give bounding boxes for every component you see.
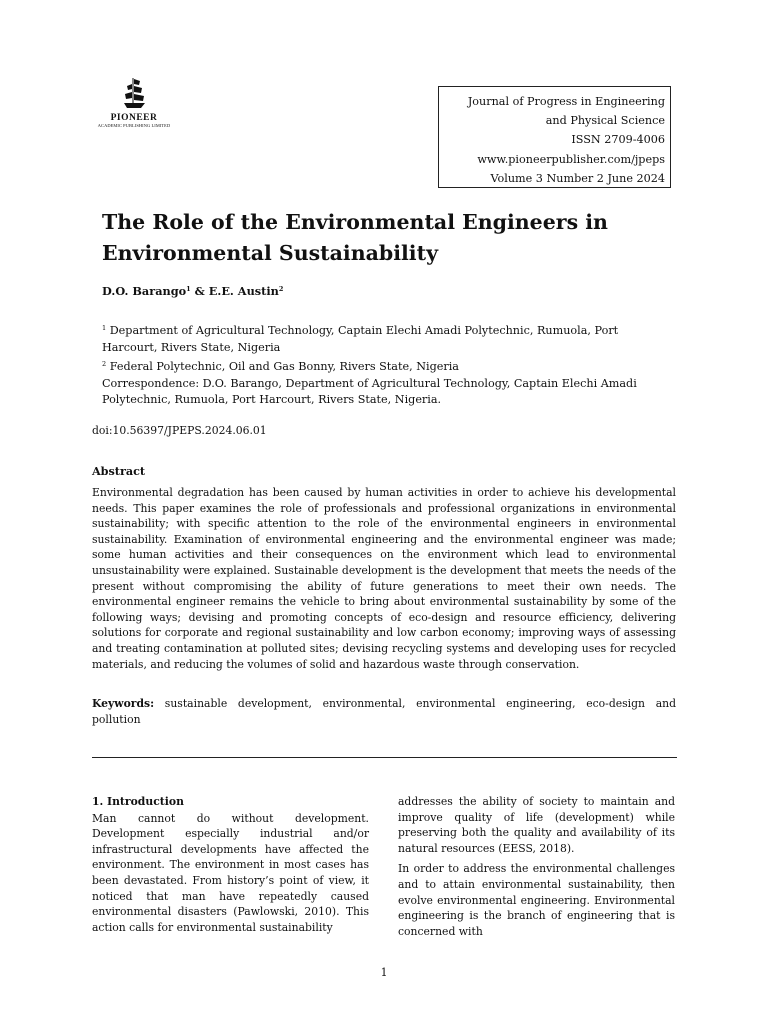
keywords-label: Keywords:: [92, 697, 155, 710]
journal-url: www.pioneerpublisher.com/jpeps: [477, 152, 665, 166]
publisher-name: PIONEER: [110, 113, 158, 123]
doi: doi:10.56397/JPEPS.2024.06.01: [92, 424, 267, 437]
abstract-heading: Abstract: [92, 464, 146, 478]
page-number: 1: [380, 966, 388, 979]
affiliation-2: [102, 356, 650, 376]
publisher-tagline: ACADEMIC PUBLISHING LIMITED: [97, 123, 171, 128]
journal-name-line-1: Journal of Progress in Engineering: [467, 95, 665, 108]
affiliation-2-text: Federal Polytechnic, Oil and Gas Bonny, Rivers State, Nigeria: [106, 360, 459, 374]
author-2-affiliation-mark: 2: [278, 285, 284, 293]
keywords-text: sustainable development, environmental, environmental engineering, eco-design and pollution: [92, 697, 676, 726]
body-paragraph: Man cannot do without development. Development especially industrial and/or infrastructural developments have affected the environment. The environment in most cases has been devastated. From history’s point of view, it noticed that man have repeatedly caused environmental disasters (Pawlowski, 2010). This action calls for environmental sustainability: [92, 811, 369, 934]
section-heading-introduction: 1. Introduction: [92, 795, 184, 808]
affiliation-1: [102, 320, 650, 356]
correspondence: Correspondence: D.O. Barango, Department of Agricultural Technology, Captain Elechi Amadi Polytechnic, Rumuola, Port Harcourt, Rivers State, Nigeria.: [102, 376, 637, 407]
journal-issn: ISSN 2709-4006: [571, 133, 665, 147]
author-separator: &: [190, 284, 209, 298]
author-list: [102, 284, 283, 298]
publisher-logo: [88, 76, 180, 142]
body-column-left: [92, 794, 369, 940]
paper-title: The Role of the Environmental Engineers in Environmental Sustainability: [102, 210, 608, 265]
affiliation-1-text: Department of Agricultural Technology, Captain Elechi Amadi Polytechnic, Rumuola, Port Harcourt, Rivers State, Nigeria: [102, 324, 619, 354]
affiliations: [102, 320, 650, 409]
abstract-text: Environmental degradation has been caused by human activities in order to achieve his developmental needs. This paper examines the role of professionals and professional organizations in environmental sustainability; with specific attention to the role of the environmental engineers in environmental sustainability. Examination of environmental engineering and the environmental engineer was made; some human activities and their consequences on the environment which lead to environmental unsustainability were explained. Sustainable development is the development that meets the needs of the present without compromising the ability of future generations to meet their own needs. The environmental engineer remains the vehicle to bring about environmental sustainability by some of the following ways; devising and promoting concepts of eco-design and resource efficiency, delivering solutions for corporate and regional sustainability and low carbon economy; improving ways of assessing and treating contamination at polluted sites; devising recycling systems and developing uses for recycled materials, and reducing the volumes of solid and hazardous waste through conservation.: [92, 486, 676, 671]
author-2: E.E. Austin: [208, 284, 279, 298]
affiliation-2-mark: 2: [102, 360, 107, 369]
keywords: [92, 696, 676, 727]
body-column-right: [398, 794, 675, 944]
sailing-ship-icon: [119, 76, 149, 112]
author-1: D.O. Barango: [102, 284, 187, 298]
journal-name-line-2: and Physical Science: [545, 114, 665, 128]
journal-volume: Volume 3 Number 2 June 2024: [490, 171, 665, 185]
body-paragraph: addresses the ability of society to maintain and improve quality of life (development) while preserving both the quality and availability of its natural resources (EESS, 2018).: [398, 795, 675, 855]
author-1-affiliation-mark: 1: [186, 285, 191, 293]
affiliation-1-mark: 1: [102, 324, 107, 332]
section-divider: [92, 757, 677, 758]
journal-info-box: [438, 86, 671, 188]
body-paragraph: In order to address the environmental challenges and to attain environmental sustainability, then evolve environmental engineering. Environmental engineering is the branch of engineering that is concerned with: [398, 862, 675, 938]
